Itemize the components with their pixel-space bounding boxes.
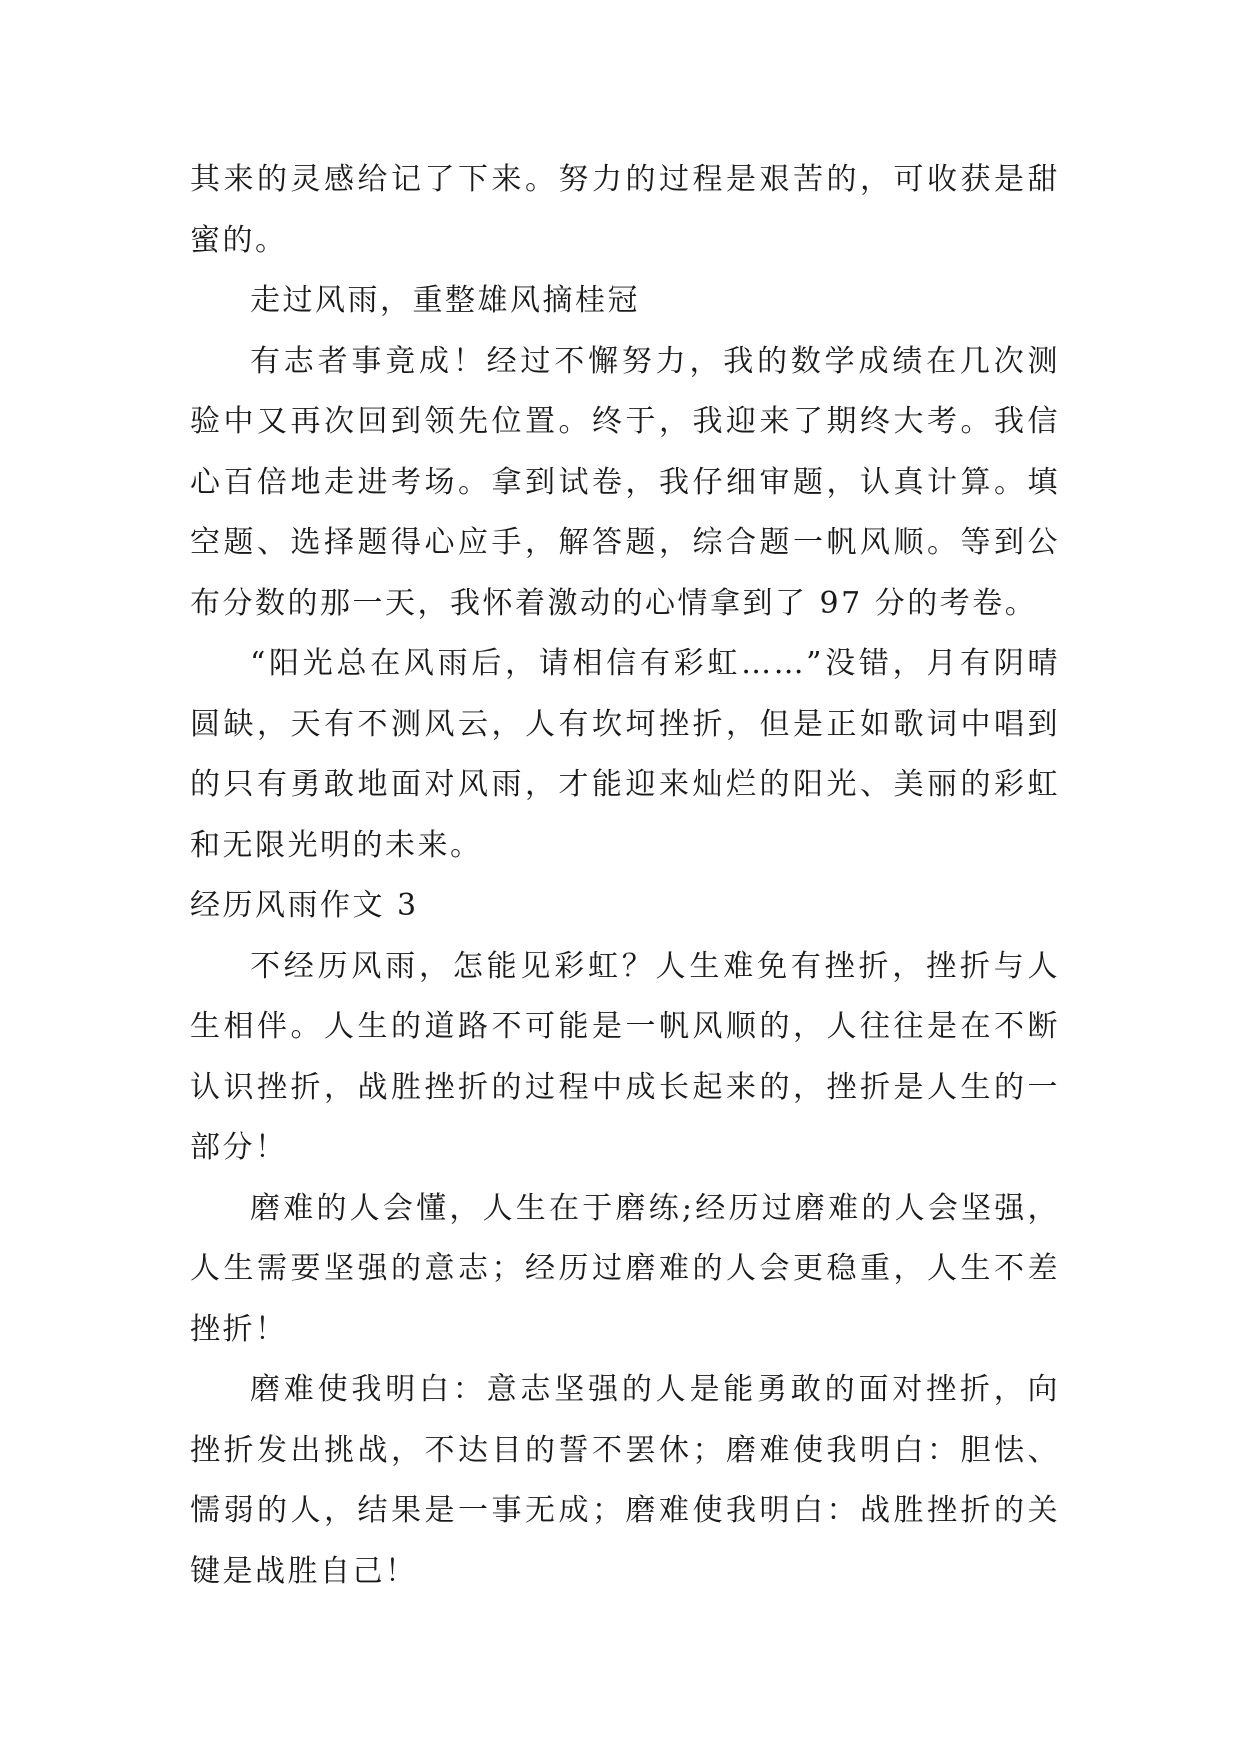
paragraph: “阳光总在风雨后，请相信有彩虹……”没错，月有阴晴圆缺，天有不测风云，人有坎坷挫折，但是正如歌词中唱到的只有勇敢地面对风雨，才能迎来灿烂的阳光、美丽的彩虹和无限光明的未来。 [190, 646, 1060, 863]
paragraph: 不经历风雨，怎能见彩虹？人生难免有挫折，挫折与人生相伴。人生的道路不可能是一帆风顺的，人往往是在不断认识挫折，战胜挫折的过程中成长起来的，挫折是人生的一部分！ [190, 948, 1060, 1165]
section-subheading: 走过风雨，重整雄风摘桂冠 [250, 283, 640, 318]
paragraph-continuation: 其来的灵感给记了下来。努力的过程是艰苦的，可收获是甜蜜的。 [190, 162, 1060, 258]
paragraph: 磨难使我明白：意志坚强的人是能勇敢的面对挫折，向挫折发出挑战，不达目的誓不罢休；磨难使我明白：胆怯、懦弱的人，结果是一事无成；磨难使我明白：战胜挫折的关键是战胜自己！ [190, 1372, 1060, 1589]
essay-title: 经历风雨作文 3 [190, 888, 419, 923]
document-page [190, 150, 1060, 1602]
paragraph: 磨难的人会懂，人生在于磨练;经历过磨难的人会坚强，人生需要坚强的意志；经历过磨难的人会更稳重，人生不差挫折！ [190, 1190, 1060, 1347]
paragraph: 有志者事竟成！经过不懈努力，我的数学成绩在几次测验中又再次回到领先位置。终于，我迎来了期终大考。我信心百倍地走进考场。拿到试卷，我仔细审题，认真计算。填空题、选择题得心应手，解答题，综合题一帆风顺。等到公布分数的那一天，我怀着激动的心情拿到了 97 分的考卷。 [190, 343, 1060, 621]
